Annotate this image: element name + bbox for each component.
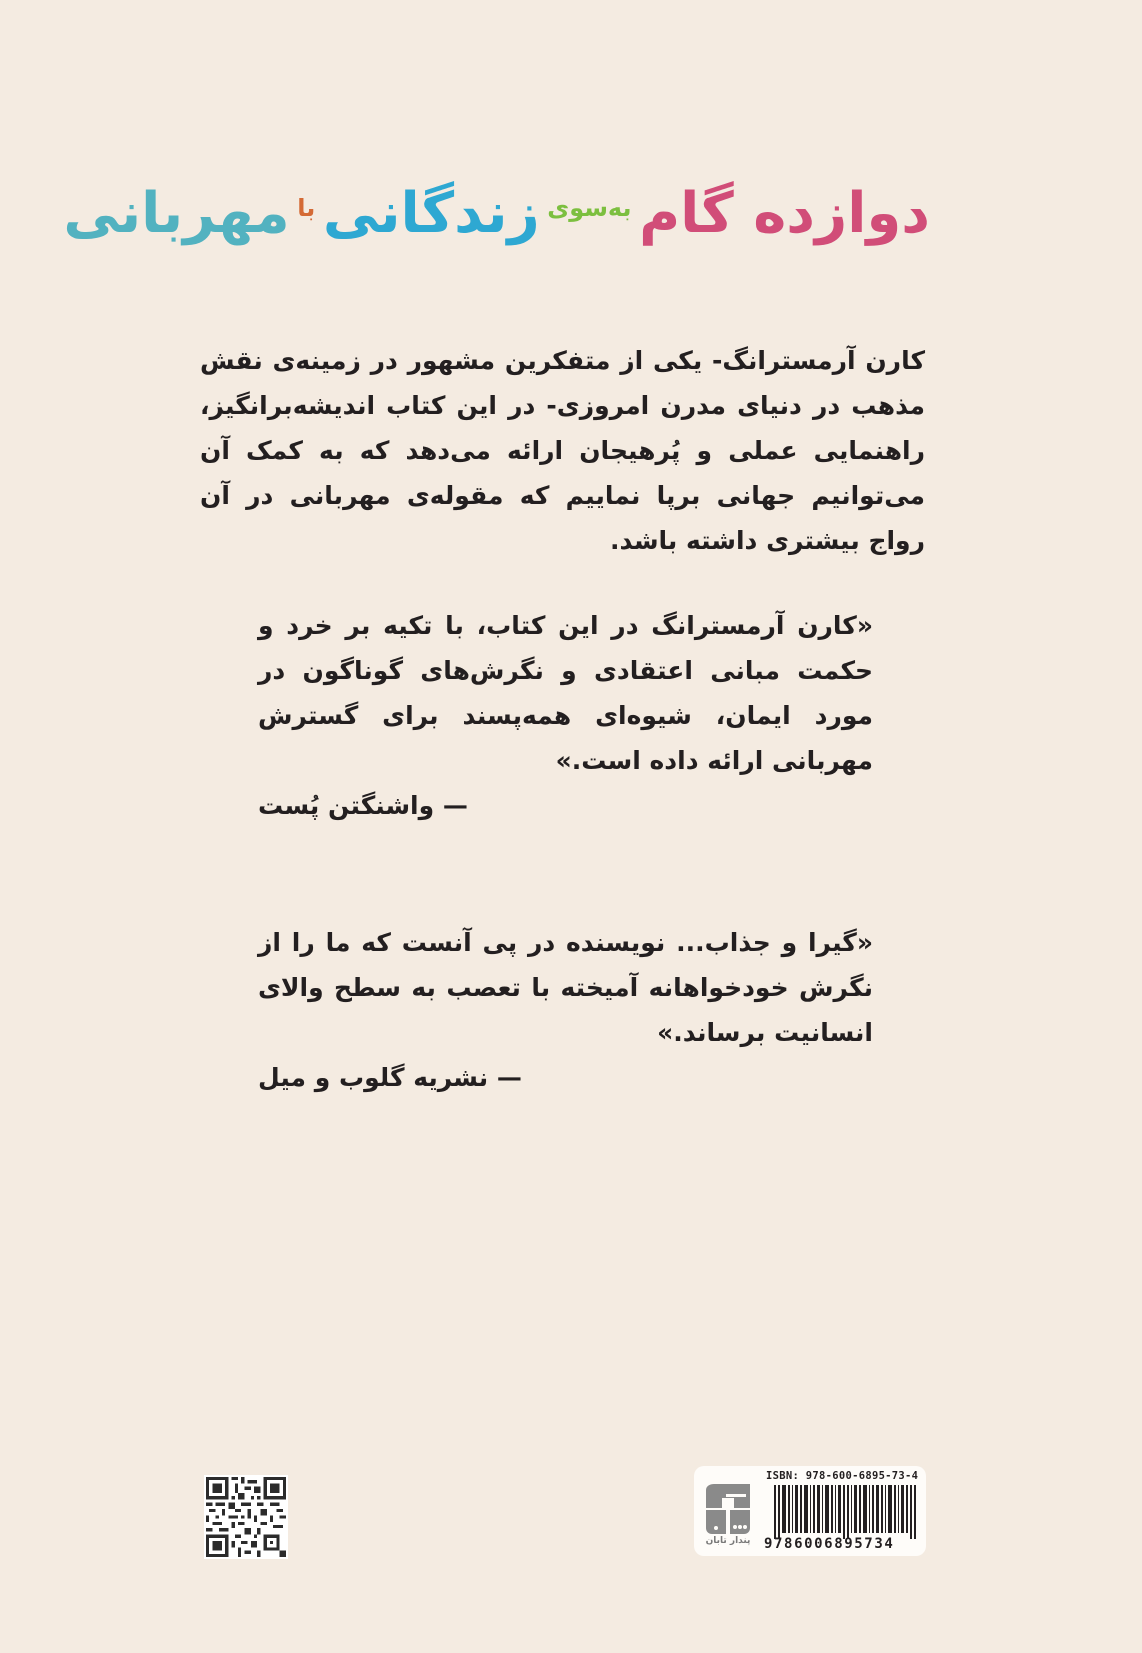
review-quote-globe-and-mail [258,920,873,1100]
publisher-logo-icon [704,1484,752,1534]
title-part-zendegani: زندگانی [322,180,540,246]
isbn-number: ISBN: 978-600-6895-73-4 [766,1470,919,1482]
attribution-source: واشنگتن پُست [258,791,435,820]
review-quote-washington-post [258,603,873,828]
title-part-davazdah-gam: دوازده گام [639,180,930,246]
book-title [63,168,930,258]
isbn-barcode-box [694,1466,926,1556]
quote-attribution [258,1055,873,1100]
quote-text: «کارن آرمسترانگ در این کتاب، با تکیه بر خرد و حکمت مبانی اعتقادی و نگرش‌های گوناگون در مورد ایمان، شیوه‌ای همه‌پسند برای گسترش مهربانی ارائه داده است.» [258,611,873,775]
intro-paragraph: کارن آرمسترانگ- یکی از متفکرین مشهور در زمینه‌ی نقش مذهب در دنیای مدرن امروزی- در این کتاب اندیشه‌برانگیز، راهنمایی عملی و پُرهیجان ارائه می‌دهد که به کمک آن می‌توانیم جهانی برپا نماییم که مقوله‌ی مهربانی در آن رواج بیشتری داشته باشد. [200,346,925,555]
title-part-ba: با [297,193,316,222]
title-part-mehrabani: مهربانی [63,180,290,246]
attribution-source: نشریه گلوب و میل [258,1063,489,1092]
qr-code [204,1475,288,1559]
quote-attribution [258,783,873,828]
attribution-dash: — [442,791,468,820]
qr-code-icon [206,1477,286,1557]
attribution-dash: — [496,1063,522,1092]
barcode-icon [774,1485,918,1539]
publisher-name: پندار تابان [705,1536,751,1546]
quote-text: «گیرا و جذاب... نویسنده در پی آنست که ما را از نگرش خودخواهانه آمیخته با تعصب به سطح والای انسانیت برساند.» [258,928,873,1047]
title-part-be-suye: به‌سوی [547,193,632,222]
barcode-digits: 9786006895734 [764,1536,895,1552]
